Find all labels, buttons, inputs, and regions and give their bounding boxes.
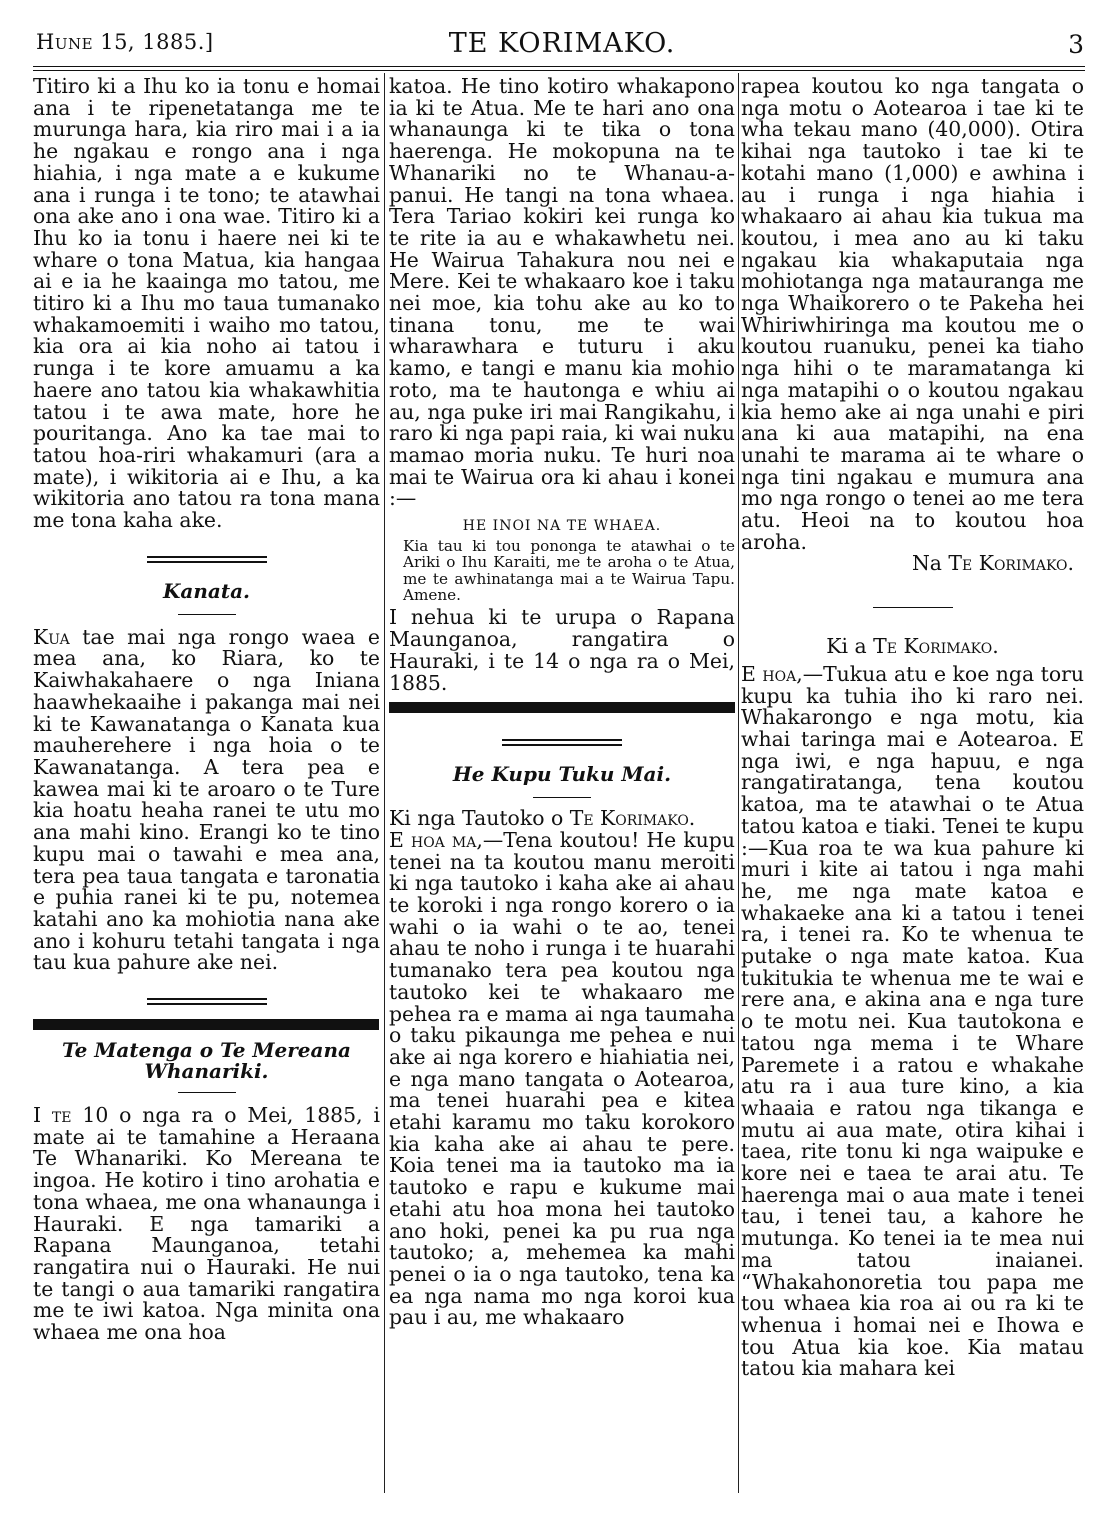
letter-signature [741,553,1084,575]
page-header [36,28,1088,64]
letter-address-name: Te Korimako. [569,806,696,831]
second-letter-pre: Ki a [826,634,874,659]
article-continuation: Titiro ki a Ihu ko ia tonu e homai ana i te ripenetatanga me te murunga hara, kia riro mai i a ia he ngakau e rongo ana i nga hiahia, i nga mate a e kukume ana i runga i te tono; te atawhai ona ake ano i ona wae. Titiro ki a Ihu ko ia tonu i haere nei ki te whare o tona Matua, kia hangaa ai e ia he kaainga mo tatou, me titiro ki a Ihu mo taua tumanako whakamoemiti i waiho mo tatou, kia ora ai kia noho ai tatou i runga i te kore amuamu a ka haere ano tatou kia whakawhitia tatou i te awa mate, hore he pouritanga. Ano ka tae mai to tatou hoa-riri whakamuri (ara a mate), i wikitoria ai e Ihu, a ka wikitoria ano tatou ra tona mana me tona kaha ake. [33,74,380,533]
signature-pre: Na [911,551,949,576]
letter-body [389,827,735,1330]
kanata-heading: Kanata. [162,578,250,603]
burial-notice: I nehua ki te urupa o Rapana Maunganoa, rangatira o Hauraki, i te 14 o nga ra o Mei, 1885. [389,605,735,695]
kanata-article [33,624,380,975]
letter-text: —Tena koutou! He kupu tenei na ta koutou manu meroiti ki nga tautoko i kaha ake ai ahau te koroki i nga rongo korero o ia wahi o ia wahi o te ao, tenei ahau te noho i runga i te huarahi tumanako tera pea koutou nga tautoko kei te whakaaro me pehea ra e mama ai nga taumaha o taku pikaunga me pehea e nui ake ai nga korero e hiahiatia nei, e nga mano tangata o Aotearoa, ma tenei huarahi pea e kitea etahi karamu mo taku korokoro kia kaha ake ai ahau te pere. Koia tenei ma ia tautoko ma ia tautoko e rapu e kukume mai etahi atu hoa mona hei tautoko ano hoki, penei ka pu rua nga tautoko; a, mehemea ka mahi penei o ia o nga tautoko, tena ka ea nga nama mo nga koroi kua pau i au, me whakaaro [389,827,735,1330]
second-letter-body [741,661,1084,1381]
issue-date: Hune 15, 1885.] [36,30,214,54]
column-divider-2 [738,73,739,1493]
page-number: 3 [1068,30,1084,59]
section-double-rule [147,556,267,563]
second-letter-name: Te Korimako. [873,634,999,659]
letter-continuation: rapea koutou ko nga tangata o nga motu o Aotearoa i tae ki te wha tekau mano (40,000). Otira kihai nga tautoko i tae ki te kotahi mano (1,000) e awhina i au i runga i nga hiahia i whakaaro ai ahau kia tukua ma koutou, i mea ano au ki taku ngakau kia whakaputaia nga mohiotanga nga matauranga me nga Whaikorero o te Pakeha hei Whiriwhiringa ma koutou me o koutou ruanuku, penei ka tiaho nga hihi o te maramatanga ki nga matapihi o o koutou ngakau kia hemo ake ai nga unahi e piri ana ki aua matapihi, na ena unahi te marama ai te whare o nga tini ngakau e mumura ana mo nga rongo o tenei ao me tera atu. Heoi na to koutou hoa aroha. [741,74,1084,554]
header-rule-top [33,66,1085,67]
column-2 [389,76,735,1329]
section-thick-rule [33,1019,379,1030]
matenga-body: 10 o nga ra o Mei, 1885, i mate ai te tamahine a Heraana Te Whanariki. Ko Mereana te ingoa. He kotiro i tino arohatia e tona whaea, me ona whanaunga i Hauraki. E nga tamariki a Rapana Maunganoa, tetahi rangatira nui o Hauraki. He nui te tangi o aua tamariki rangatira me te iwi katoa. Nga minita ona whaea me ona hoa [33,1103,380,1345]
column-divider-1 [384,73,385,1493]
column-3 [741,76,1084,1380]
second-letter-text: —Tukua atu e koe nga toru kupu ka tuhia iho ki raro nei. Whakarongo e nga motu, kia whai taringa mai e Aotearoa. E nga iwi, e nga hapuu, e nga rangatiratanga, tena koutou katoa, ma te atawhai o te Atua tatou katoa e tiaki. Tenei te kupu :—Kua roa te wa kua pahure ki muri i kite ai tatou i nga mahi he, me nga mate katoa e whakaeke ana ki a tatou i tenei ra, i tenei ra. Ko te whenua te putake o nga mate katoa. Kua tukitukia te whenua me te wai e rere ana, e akina ana e nga ture o te motu nei. Kua tautokona e tatou nga mema i te Whare Paremete i a ratou e whakahe atu ra i aua ture kino, a kia whaaia e ratou nga tikanga e mutu ai aua mate, otira kihai i taea, rite tonu ki nga waipuke e kore nei e taea te arai atu. Te haerenga mai o aua mate i tenei tau, i tenei tau, a kahore he mutunga. Ko tenei ia te mea nui ma tatou inaianei. “Whakahonoretia tou papa me tou whaea kia roa ai ou ra ki te whenua i homai nei e Ihowa e tou Atua kia koe. Kia matau tatou kia mahara kei [741,661,1084,1381]
kupu-heading: He Kupu Tuku Mai. [452,762,672,787]
column-1 [33,76,380,1344]
matenga-heading: Te Matenga o Te Mereana Whanariki. [62,1038,351,1084]
section-double-rule [147,998,267,1005]
section-thick-rule [389,702,735,713]
second-letter-salute: E hoa, [741,661,803,686]
letter-address-pre: Ki nga Tautoko o [389,806,570,831]
signature-name: Te Korimako. [948,551,1074,576]
prayer-text: Kia tau ki tou pononga te atawhai o te Ariki o Ihu Karaiti, me te aroha o te Atua, me te awhinatanga mai a te Wairua Tapu. Amene. [403,536,735,604]
letter-address [389,808,735,830]
kanata-body: tae mai nga rongo waea e mea ana, ko Riara, ko te Kaiwhakahaere o nga Iniana haawhekaaihe i pakanga mai nei ki te Kawanatanga o Kanata kua mauherehere i nga hoia o te Kawanatanga. A tera pea e kawea mai ki te aroaro o te Ture kia hoatu heaha ranei te utu mo ana mahi kino. Erangi ko te tino kupu mai o tawahi e mea ana, tera pea taua tangata e taronatia e puhia ranei ki te pu, notemea katahi ano ka mohiotia nana ake ano i kohuru tetahi tangata i nga tau kua pahure ake nei. [33,624,380,975]
matenga-lead: I te [33,1103,72,1128]
kanata-lead: Kua [33,624,70,649]
prayer-heading: HE INOI NA TE WHAEA. [462,518,662,535]
matenga-continuation: katoa. He tino kotiro whakapono ia ki te Atua. Me te hari ano ona whanaunga ki te tika o tona haerenga. He mokopuna na te Whanariki no te Whanau-a-panui. He tangi na tona whaea. Tera Tariao kokiri kei runga ko te rite ia au e whakawhetu nei. He Wairua Tahakura nou nei e Mere. Kei te whakaaro koe i taku nei moe, kia tohu ake au ko to tinana tonu, me te wai wharawhara e tuturu i aku kamo, e tangi e manu kia mohio roto, ma te hautonga e whiu ai au, nga puke iri mai Rangikahu, i raro ki nga papi raia, ki wai nuku mamao moria nuku. Te huri noa mai te Wairua ora ki ahau i konei :— [389,74,735,511]
header-rule-bottom [33,70,1085,71]
section-double-rule [502,739,622,746]
letter-salute: E hoa ma, [389,827,483,852]
matenga-article [33,1105,380,1344]
second-letter-heading [741,636,1084,658]
newspaper-title: TE KORIMAKO. [448,28,676,59]
